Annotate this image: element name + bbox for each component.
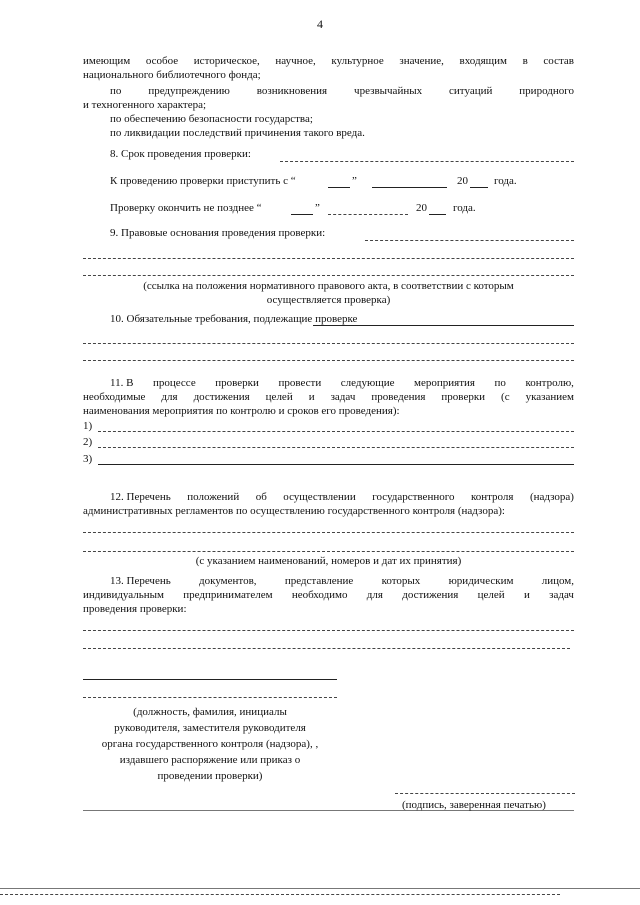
end-day-blank[interactable]: [291, 214, 313, 215]
word: проверки: [441, 391, 486, 403]
word: ситуаций: [449, 85, 493, 97]
word: провести: [278, 377, 322, 389]
start-date-quote: ”: [352, 175, 357, 187]
item-13-blank-1[interactable]: [83, 630, 574, 631]
word: достижения: [193, 391, 250, 403]
item-11-line-3: наименования мероприятия по контролю и сроков его проведения):: [83, 405, 400, 417]
word: контролю,: [525, 377, 574, 389]
word: 11. В: [110, 377, 134, 389]
item-10-blank-2[interactable]: [83, 343, 574, 344]
word: задач: [330, 391, 356, 403]
word: предпринимателем: [183, 589, 273, 601]
word: (с: [501, 391, 510, 403]
item-13-line-3: проведения проверки:: [83, 603, 187, 615]
word: индивидуальным: [83, 589, 165, 601]
item-13-line-1: [110, 576, 574, 587]
word: и: [308, 391, 315, 403]
word: значение,: [399, 55, 444, 67]
word: целей: [265, 391, 293, 403]
item-13-blank-2[interactable]: [83, 648, 570, 649]
word: входящим: [459, 55, 507, 67]
word: об: [255, 491, 267, 503]
item-10-label: 10. Обязательные требования, подлежащие проверке: [110, 313, 358, 325]
item-11-line-2: [83, 392, 574, 403]
start-year-prefix: 20: [457, 175, 468, 187]
word: положений: [187, 491, 240, 503]
word: необходимые: [83, 391, 146, 403]
item-9-note-line-1: (ссылка на положения нормативного правового акта, в соответствии с которым: [143, 280, 514, 292]
item-10-blank-3[interactable]: [83, 360, 574, 361]
end-year-prefix: 20: [416, 202, 427, 214]
word: чрезвычайных: [354, 85, 423, 97]
position-name-blank-2[interactable]: [83, 697, 337, 698]
word: государственного: [372, 491, 455, 503]
word: мероприятия: [414, 377, 475, 389]
word: проверки: [215, 377, 259, 389]
end-year-blank[interactable]: [429, 214, 446, 215]
item-8-label: 8. Срок проведения проверки:: [110, 148, 251, 160]
word: и: [523, 589, 530, 601]
signer-note-line: руководителя, заместителя руководителя: [114, 722, 306, 734]
word: по: [494, 377, 506, 389]
word: которых: [381, 575, 421, 587]
intro-line-3: [110, 86, 574, 97]
intro-line-5: по обеспечению безопасности государства;: [110, 113, 313, 125]
intro-line-6: по ликвидации последствий причинения такого вреда.: [110, 127, 365, 139]
word: состав: [543, 55, 574, 67]
intro-line-2: национального библиотечного фонда;: [83, 69, 261, 81]
word: 13. Перечень: [110, 575, 171, 587]
end-month-blank[interactable]: [328, 214, 408, 215]
item-9-label: 9. Правовые основания проведения проверки:: [110, 227, 326, 239]
word: (надзора): [529, 491, 574, 503]
start-year-blank[interactable]: [470, 187, 488, 188]
word: для: [161, 391, 178, 403]
word: историческое,: [193, 55, 260, 67]
word: целей: [477, 589, 505, 601]
word: лицом,: [541, 575, 574, 587]
word: достижения: [402, 589, 459, 601]
intro-line-4: и техногенного характера;: [83, 99, 207, 111]
end-date-prefix: Проверку окончить не позднее “: [110, 202, 262, 214]
item-12-note: (с указанием наименований, номеров и дат их принятия): [195, 555, 462, 567]
word: представление: [284, 575, 354, 587]
word: научное,: [275, 55, 316, 67]
word: предупреждению: [148, 85, 230, 97]
word: следующие: [340, 377, 395, 389]
item-11-number-3: 3): [83, 453, 93, 465]
scan-edge-line: [0, 894, 560, 895]
item-9-blank-3[interactable]: [83, 275, 574, 276]
word: возникновения: [256, 85, 328, 97]
signer-note: [60, 704, 360, 784]
word: в: [522, 55, 528, 67]
word: особое: [145, 55, 179, 67]
word: задач: [549, 589, 574, 601]
word: имеющим: [83, 55, 131, 67]
item-9-blank-2[interactable]: [83, 258, 574, 259]
item-11-line-1: [110, 378, 574, 389]
word: необходимо: [291, 589, 348, 601]
end-date-suffix: года.: [453, 202, 476, 214]
word: по: [110, 85, 122, 97]
scan-edge-line: [0, 888, 640, 889]
start-date-prefix: К проведению проверки приступить с “: [110, 175, 296, 187]
word: 12. Перечень: [110, 491, 171, 503]
item-12-blank-2[interactable]: [83, 551, 574, 552]
item-11-blank-2[interactable]: [98, 447, 574, 448]
word: проведения: [371, 391, 426, 403]
seal-blank[interactable]: [395, 793, 575, 794]
word: юридическим: [448, 575, 514, 587]
word: для: [366, 589, 383, 601]
word: контроля: [470, 491, 514, 503]
item-12-blank-1[interactable]: [83, 532, 574, 533]
item-11-number-1: 1): [83, 420, 93, 432]
word: культурное: [331, 55, 384, 67]
signer-note-line: (должность, фамилия, инициалы: [133, 706, 287, 718]
start-day-blank[interactable]: [328, 187, 350, 188]
word: природного: [519, 85, 574, 97]
word: осуществлении: [283, 491, 356, 503]
word: процессе: [153, 377, 196, 389]
signature-note: (подпись, заверенная печатью): [402, 799, 546, 811]
page-number: 4: [317, 17, 323, 31]
word: указанием: [525, 391, 574, 403]
signer-note-line: проведении проверки): [157, 770, 263, 782]
item-9-blank-1[interactable]: [365, 240, 574, 241]
signer-note-line: издавшего распоряжение или приказ о: [119, 754, 301, 766]
intro-line-1: [83, 56, 574, 67]
item-11-blank-3[interactable]: [98, 464, 574, 465]
position-name-blank-1[interactable]: [83, 679, 337, 680]
start-date-suffix: года.: [494, 175, 517, 187]
item-13-line-2: [83, 590, 574, 601]
end-date-quote: ”: [315, 202, 320, 214]
item-8-blank[interactable]: [280, 161, 574, 162]
item-9-note-line-2: осуществляется проверка): [266, 294, 391, 306]
item-11-number-2: 2): [83, 436, 93, 448]
item-12-line-2: административных регламентов по осуществлению государственного контроля (надзора):: [83, 505, 505, 517]
signer-note-line: органа государственного контроля (надзора), ,: [101, 738, 319, 750]
item-11-blank-1[interactable]: [98, 431, 574, 432]
start-month-blank[interactable]: [372, 187, 447, 188]
item-10-blank-1[interactable]: [313, 325, 574, 326]
word: документов,: [199, 575, 257, 587]
item-12-line-1: [110, 492, 574, 503]
